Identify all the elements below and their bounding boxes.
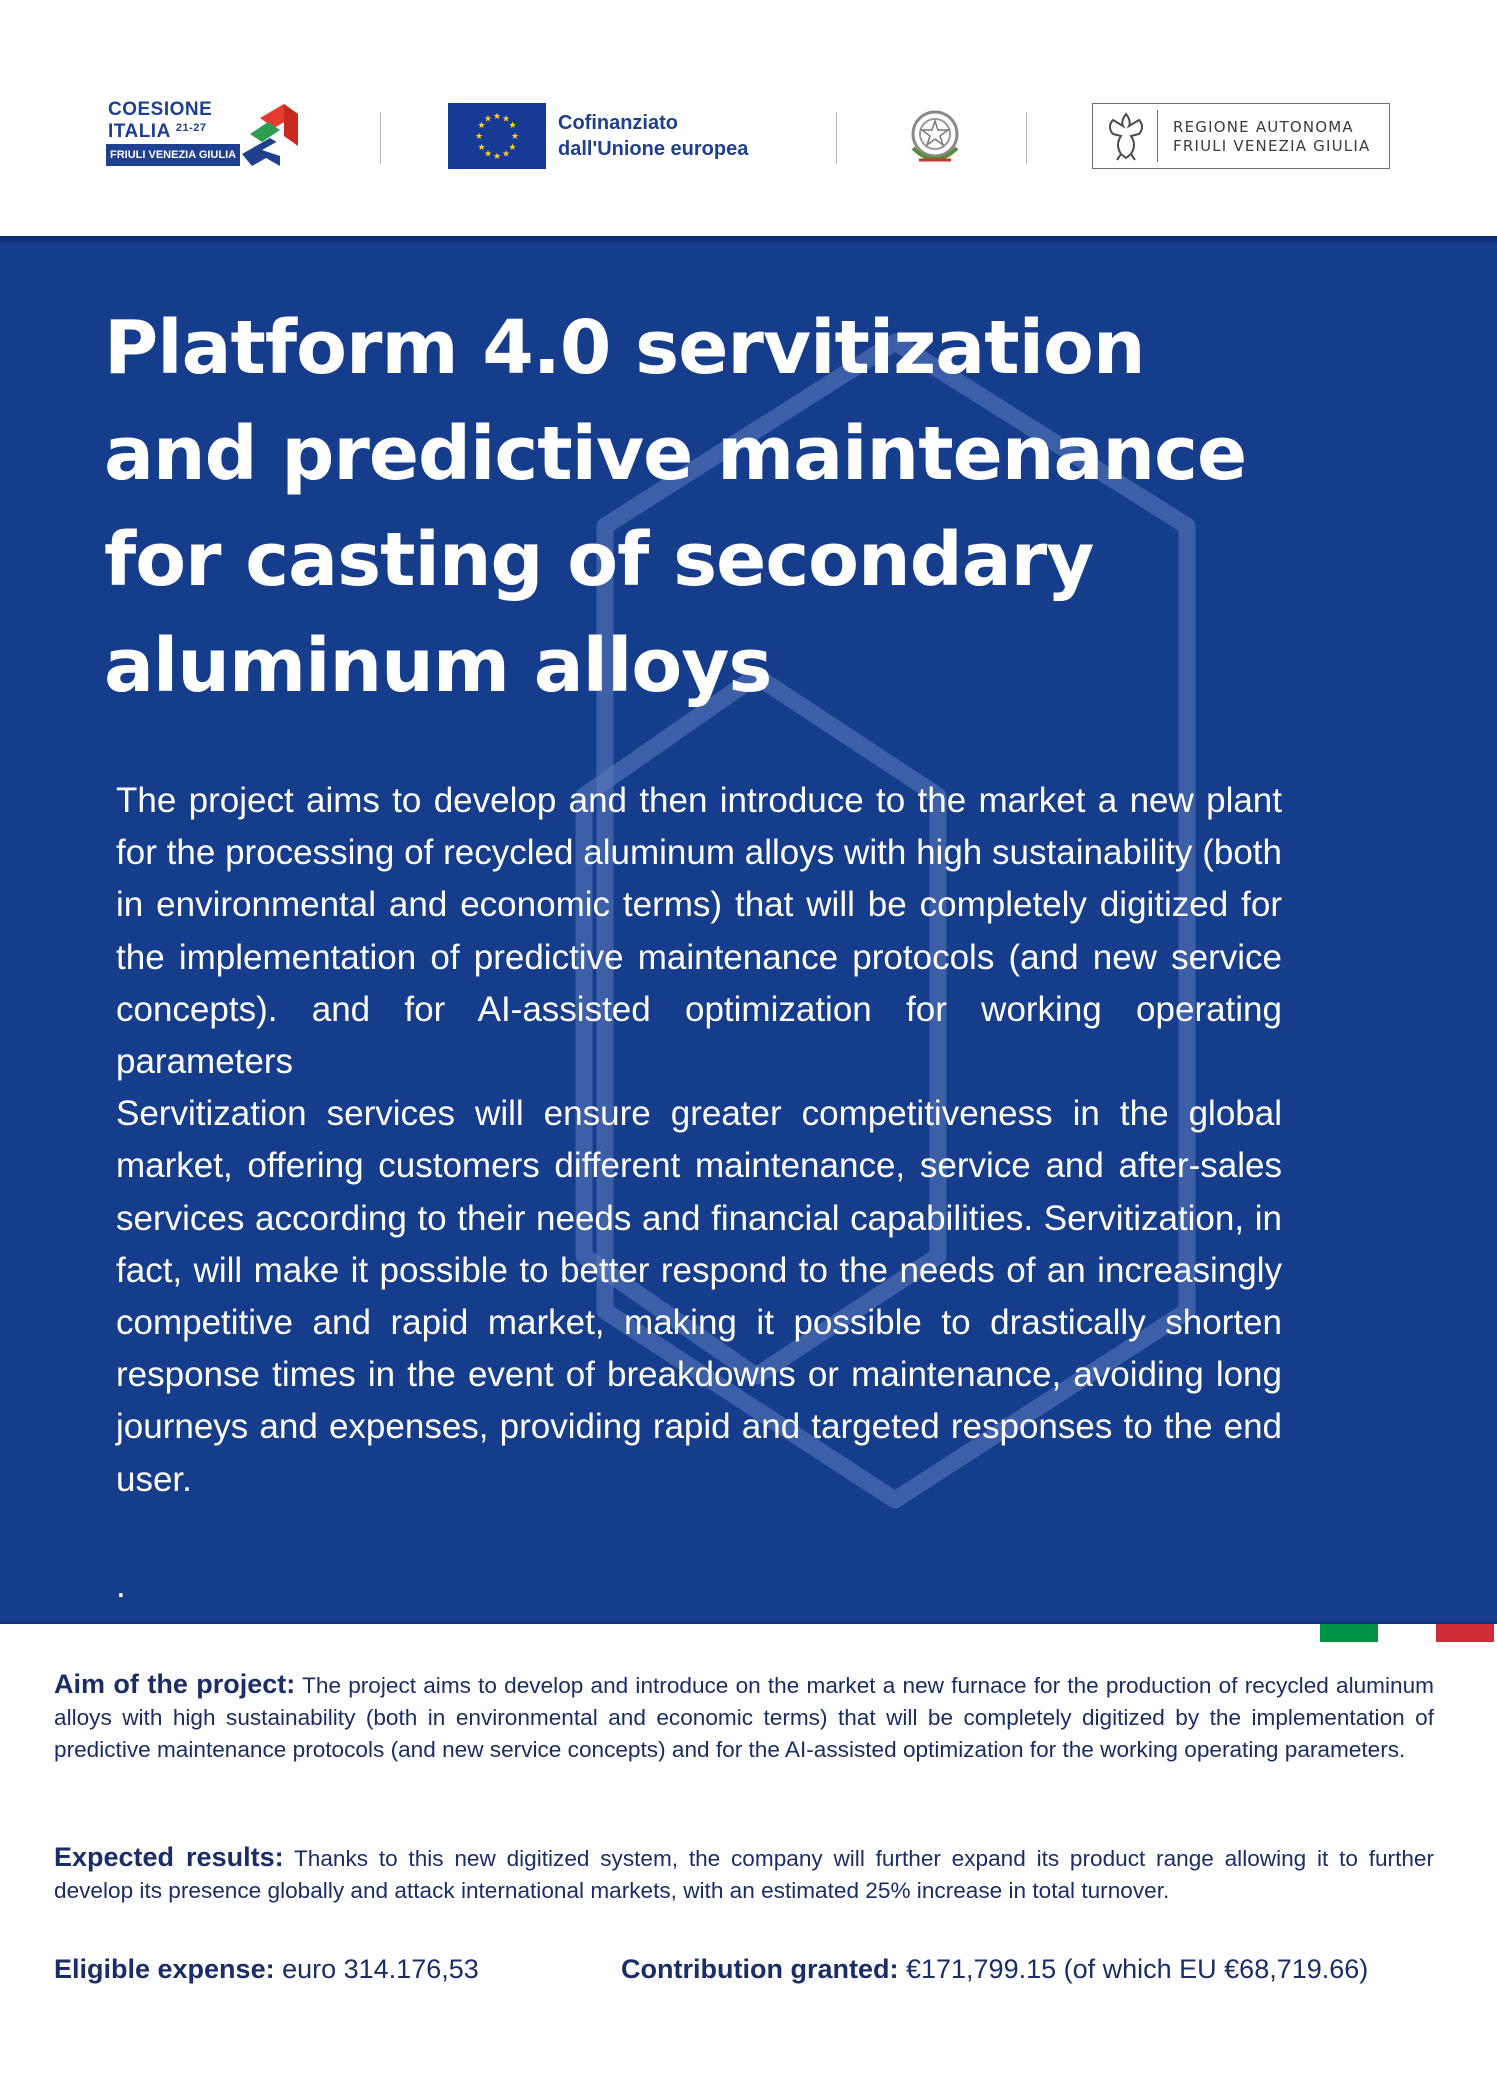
expense-value: euro 314.176,53 [282,1954,479,1984]
regional-eagle-icon [1099,108,1153,164]
svg-text:★: ★ [477,121,486,131]
svg-text:★: ★ [492,112,502,122]
tricolor-red [1436,1624,1494,1642]
eligible-expense [54,1951,479,1987]
svg-text:★: ★ [492,152,502,162]
project-panel [0,236,1497,1624]
description-paragraph: Servitization services will ensure greater competitiveness in the global market, offering customers different maintenance, service and after-sales services according to their needs and financial capabilities. Servitization, in fact, will make it possible to better respond to the needs of an increasingly competitive and rapid market, making it possible to drastically shorten response times in the event of breakdowns or maintenance, avoiding long journeys and expenses, providing rapid and targeted responses to the end user. [116,1094,1282,1499]
aim-label: Aim of the project: [54,1669,296,1699]
coesione-line2: ITALIA $^{21-27}$ [108,121,207,142]
svg-text:★: ★ [501,114,511,125]
project-description [116,775,1282,1506]
svg-text:★: ★ [508,143,517,153]
project-title: Platform 4.0 servitization and predictive maintenance for casting of secondary aluminum alloys [104,305,1247,709]
logo-divider [836,112,837,164]
region-name: REGIONE AUTONOMA FRIULI VENEZIA GIULIA [1173,118,1371,155]
coesione-italia-logo [106,96,316,171]
tricolor-green [1320,1624,1378,1642]
trailing-dot: . [116,1566,126,1605]
coesione-region-band: FRIULI VENEZIA GIULIA [106,144,240,166]
logo-divider [380,112,381,164]
coesione-years: 21-27 [175,122,207,134]
regione-fvg-logo [1092,103,1390,169]
svg-text:★: ★ [501,149,511,160]
svg-text:★: ★ [474,132,484,142]
region-divider [1157,110,1158,162]
contribution-label: Contribution granted: [621,1954,899,1984]
aim-text: The project aims to develop and introduce on the market a new furnace for the production of recycled aluminum alloys with high sustainability (both in environmental and economic terms) that will be completely digitized by the implementation of predictive maintenance protocols (and new service concepts) and for the AI-assisted optimization for the working operating parameters. [54,1673,1434,1762]
svg-text:★: ★ [483,149,493,160]
contribution-granted [621,1951,1368,1987]
svg-text:★: ★ [508,121,517,131]
contribution-value: €171,799.15 (of which EU €68,719.66) [905,1954,1369,1984]
results-label: Expected results: [54,1842,284,1872]
aim-section [54,1668,1434,1766]
description-paragraph: The project aims to develop and then introduce to the market a new plant for the processing of recycled aluminum alloys with high sustainability (both in environmental and economic terms) that will be completely digitized for the implementation of predictive maintenance protocols (and new service concepts). and for AI-assisted optimization for working operating parameters [116,781,1282,1082]
tricolor-white [1378,1624,1436,1642]
logo-divider [1026,112,1027,164]
coesione-logo-icon [240,100,320,172]
results-text: Thanks to this new digitized system, the company will further expand its product range allowing it to further develop its presence globally and attack international markets, with an estimated 25% increase in total turnover. [54,1846,1434,1903]
results-section [54,1841,1434,1907]
italian-tricolor-strip [1320,1624,1494,1642]
eu-cofinanced-text: Cofinanziato dall'Unione europea [558,112,749,160]
svg-text:★: ★ [483,114,493,125]
logo-bar [0,0,1497,236]
svg-text:★: ★ [477,143,486,153]
coesione-line1: COESIONE [108,99,213,120]
svg-text:★: ★ [510,132,520,142]
expense-label: Eligible expense: [54,1954,275,1984]
italian-emblem-icon [905,104,965,170]
eu-flag-icon [448,103,546,169]
